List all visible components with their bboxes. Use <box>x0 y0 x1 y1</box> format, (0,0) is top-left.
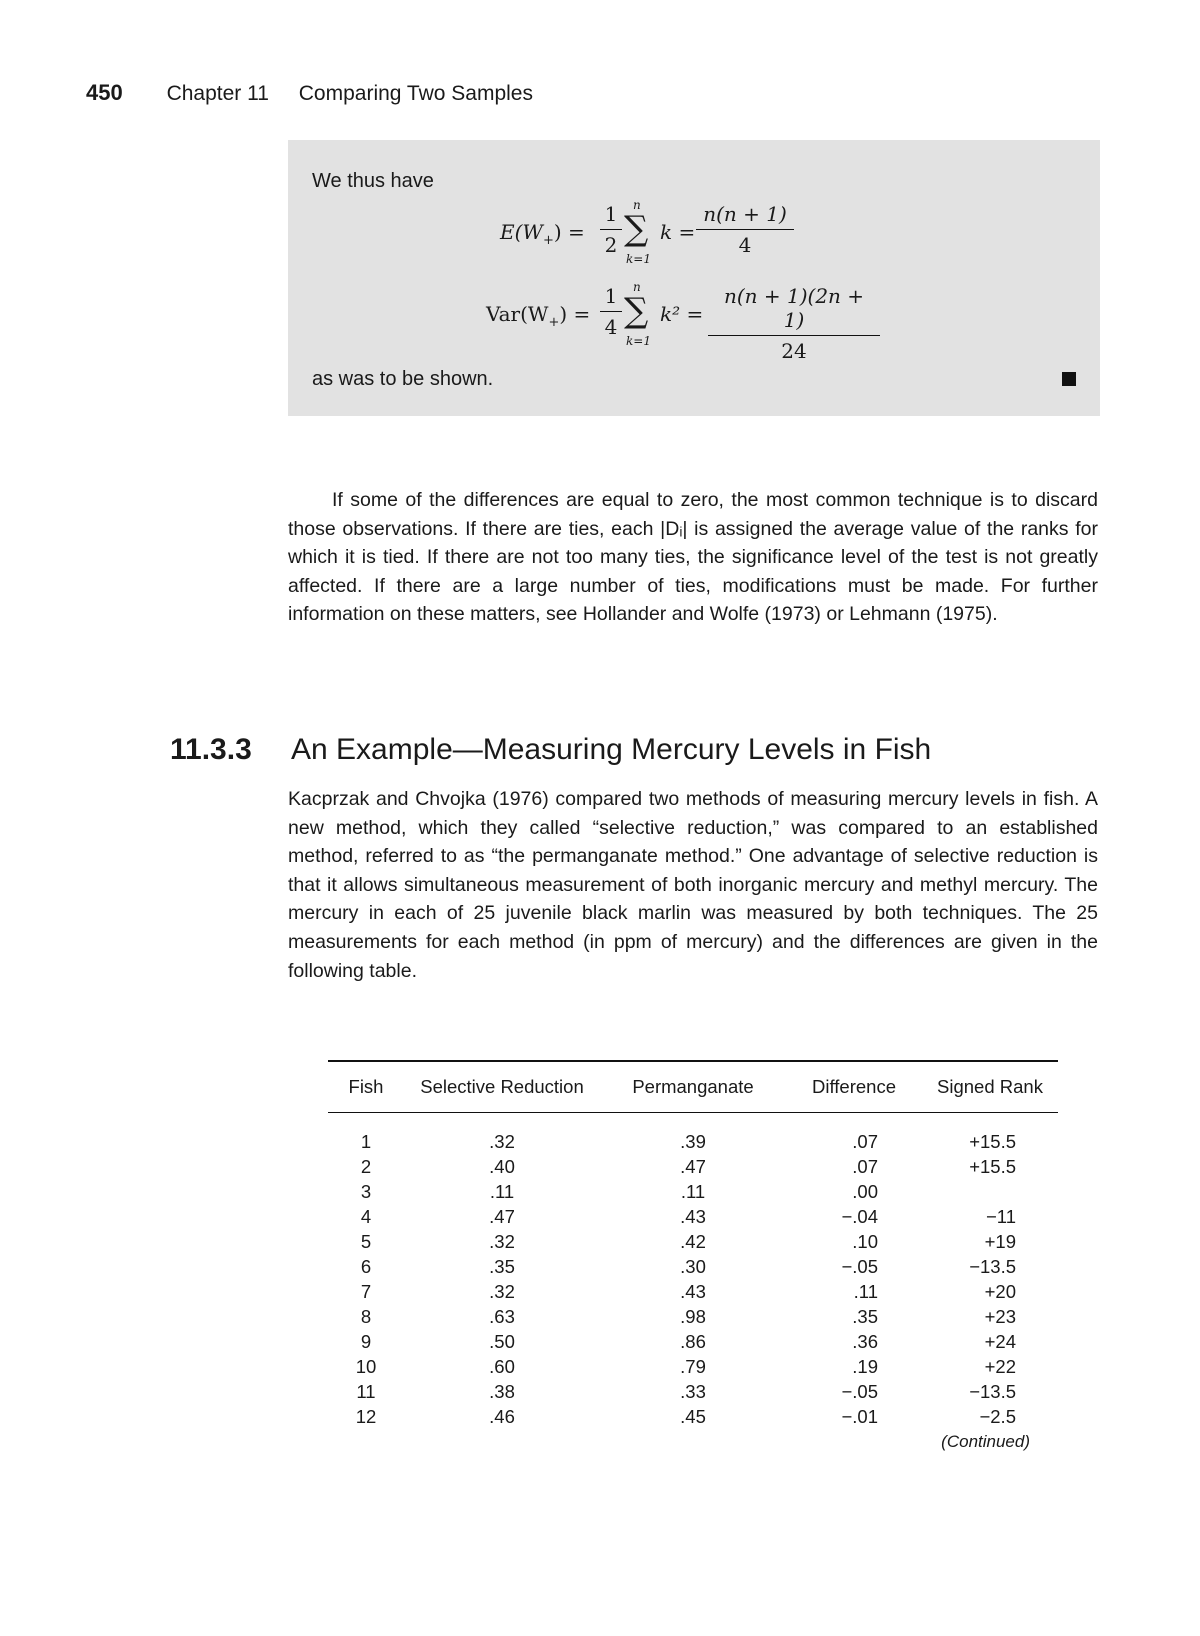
cell-difference: .36 <box>852 1331 878 1352</box>
cell-signed-rank: +20 <box>984 1281 1016 1302</box>
cell-selective-reduction: .32 <box>489 1131 515 1152</box>
cell-difference: .00 <box>852 1181 878 1202</box>
cell-difference: .07 <box>852 1131 878 1152</box>
eq1-coef-den: 2 <box>604 233 618 257</box>
table-row <box>328 1379 1058 1404</box>
cell-selective-reduction: .40 <box>489 1156 515 1177</box>
cell-selective-reduction: .35 <box>489 1256 515 1277</box>
cell-selective-reduction: .47 <box>489 1206 515 1227</box>
cell-permanganate: .45 <box>680 1406 706 1427</box>
cell-fish: 7 <box>360 1281 372 1302</box>
header-signed-rank: Signed Rank <box>937 1076 1043 1097</box>
eq2-lhs: Var(W <box>486 302 549 326</box>
cell-difference: −.05 <box>841 1256 878 1277</box>
table-row <box>328 1354 1058 1379</box>
table-row <box>328 1179 1058 1204</box>
table-row <box>328 1404 1058 1429</box>
cell-selective-reduction: .11 <box>489 1181 515 1202</box>
cell-permanganate: .43 <box>680 1281 706 1302</box>
cell-signed-rank: +22 <box>984 1356 1016 1377</box>
proof-intro: We thus have <box>312 170 434 192</box>
cell-difference: .35 <box>852 1306 878 1327</box>
eq1-summand: k = <box>660 220 696 244</box>
equation-expectation <box>500 198 900 282</box>
table-body <box>328 1113 1058 1430</box>
table-row <box>328 1113 1058 1155</box>
cell-fish: 9 <box>360 1331 372 1352</box>
eq1-sum-lower: k=1 <box>626 252 651 266</box>
table-header-row <box>328 1061 1058 1113</box>
eq2-coef-den: 4 <box>604 315 618 339</box>
eq1-lhs: E(W <box>500 220 543 244</box>
eq2-result-num: n(n + 1)(2n + 1) <box>708 284 880 336</box>
cell-selective-reduction: .50 <box>489 1331 515 1352</box>
header-difference: Difference <box>812 1076 896 1097</box>
table-row <box>328 1154 1058 1179</box>
eq2-sum-lower: k=1 <box>626 334 651 348</box>
cell-fish: 8 <box>360 1306 372 1327</box>
paragraph-ties <box>288 486 1098 629</box>
cell-fish: 4 <box>360 1206 372 1227</box>
cell-fish: 12 <box>355 1406 377 1427</box>
cell-selective-reduction: .60 <box>489 1356 515 1377</box>
eq2-summand: k² = <box>660 302 704 326</box>
cell-selective-reduction: .63 <box>489 1306 515 1327</box>
eq2-result-fraction <box>708 284 880 363</box>
cell-signed-rank: −11 <box>985 1206 1016 1227</box>
cell-permanganate: .98 <box>680 1306 706 1327</box>
eq1-sum-sign: ∑ <box>624 209 649 249</box>
cell-signed-rank: +23 <box>984 1306 1016 1327</box>
cell-signed-rank: −13.5 <box>969 1381 1016 1402</box>
eq2-lhs-sub: + <box>548 315 560 330</box>
table-row <box>328 1254 1058 1279</box>
cell-fish: 1 <box>360 1131 372 1152</box>
cell-permanganate: .11 <box>680 1181 706 1202</box>
cell-permanganate: .39 <box>680 1131 706 1152</box>
eq1-coef-fraction <box>600 202 622 257</box>
continued-label: (Continued) <box>941 1432 1030 1451</box>
eq2-result-den: 24 <box>781 339 807 363</box>
table-row <box>328 1329 1058 1354</box>
cell-signed-rank: +15.5 <box>969 1156 1016 1177</box>
cell-fish: 10 <box>355 1356 377 1377</box>
cell-difference: −.05 <box>841 1381 878 1402</box>
cell-selective-reduction: .46 <box>489 1406 515 1427</box>
eq1-result-num: n(n + 1) <box>696 202 794 230</box>
eq2-sum-sign: ∑ <box>624 291 649 331</box>
cell-difference: .19 <box>852 1356 878 1377</box>
cell-difference: .07 <box>852 1156 878 1177</box>
paragraph-mercury-text: Kacprzak and Chvojka (1976) compared two methods of measuring mercury levels in fish. A new method, which they called “selective reduction,” was compared to an established method, referred to as “the permanganate method.” One advantage of selective reduction is that it allows simultaneous measurement of both inorganic mercury and methyl mercury. The mercury in each of 25 juvenile black marlin was measured by both techniques. The 25 measurements for each method (in ppm of mercury) and the differences are given in the following table. <box>288 788 1098 982</box>
chapter-label: Chapter 11 <box>166 82 269 105</box>
eq2-sum-upper: n <box>633 280 641 294</box>
eq2-lhs-close: ) = <box>559 302 591 326</box>
eq2-coef-fraction <box>600 284 622 339</box>
cell-difference: .10 <box>852 1231 878 1252</box>
cell-permanganate: .86 <box>680 1331 706 1352</box>
cell-difference: −.01 <box>841 1406 878 1427</box>
cell-permanganate: .33 <box>680 1381 706 1402</box>
mercury-table <box>328 1060 1058 1429</box>
cell-fish: 6 <box>360 1256 372 1277</box>
qed-square-icon <box>1062 372 1076 386</box>
eq1-result-fraction <box>696 202 794 257</box>
cell-difference: −.04 <box>841 1206 878 1227</box>
page-number: 450 <box>86 80 123 105</box>
eq1-sum-upper: n <box>633 198 641 212</box>
proof-outro: as was to be shown. <box>312 368 494 390</box>
paragraph-ties-text: If some of the differences are equal to zero, the most common technique is to discard those observations. If there are ties, each |Dᵢ| is assigned the average value of the ranks for which it is tied. If there are not too many ties, the significance level of the test is not greatly affected. If there are a large number of ties, modifications must be made. For further information on these matters, see Hollander and Wolfe (1973) or Lehmann (1975). <box>288 489 1098 626</box>
eq1-lhs-close: ) = <box>553 220 585 244</box>
cell-fish: 5 <box>360 1231 372 1252</box>
cell-fish: 11 <box>356 1381 376 1402</box>
eq1-result-den: 4 <box>738 233 752 257</box>
header-permanganate: Permanganate <box>632 1076 754 1097</box>
table-row <box>328 1279 1058 1304</box>
cell-permanganate: .47 <box>680 1156 706 1177</box>
table-row <box>328 1304 1058 1329</box>
cell-selective-reduction: .38 <box>489 1381 515 1402</box>
proof-box <box>288 140 1100 416</box>
section-title: An Example—Measuring Mercury Levels in Fish <box>291 733 932 766</box>
eq1-lhs-sub: + <box>542 233 554 248</box>
eq2-coef-num: 1 <box>600 284 622 312</box>
cell-signed-rank: +24 <box>984 1331 1016 1352</box>
cell-selective-reduction: .32 <box>489 1231 515 1252</box>
section-number: 11.3.3 <box>170 733 252 766</box>
cell-permanganate: .79 <box>680 1356 706 1377</box>
cell-fish: 3 <box>360 1181 372 1202</box>
eq1-coef-num: 1 <box>600 202 622 230</box>
cell-permanganate: .43 <box>680 1206 706 1227</box>
cell-fish: 2 <box>360 1156 372 1177</box>
cell-signed-rank: −2.5 <box>979 1406 1016 1427</box>
table-row <box>328 1204 1058 1229</box>
cell-selective-reduction: .32 <box>489 1281 515 1302</box>
cell-signed-rank: +19 <box>984 1231 1016 1252</box>
cell-difference: .11 <box>853 1281 878 1302</box>
running-head <box>86 80 533 106</box>
cell-signed-rank: −13.5 <box>969 1256 1016 1277</box>
cell-permanganate: .30 <box>680 1256 706 1277</box>
header-selective-reduction: Selective Reduction <box>420 1076 584 1097</box>
chapter-title: Comparing Two Samples <box>298 82 533 105</box>
equation-variance <box>486 280 906 364</box>
paragraph-mercury <box>288 785 1098 985</box>
cell-permanganate: .42 <box>680 1231 706 1252</box>
header-fish: Fish <box>348 1076 384 1097</box>
cell-signed-rank: +15.5 <box>969 1131 1016 1152</box>
cell-signed-rank <box>922 1179 1058 1204</box>
table-row <box>328 1229 1058 1254</box>
